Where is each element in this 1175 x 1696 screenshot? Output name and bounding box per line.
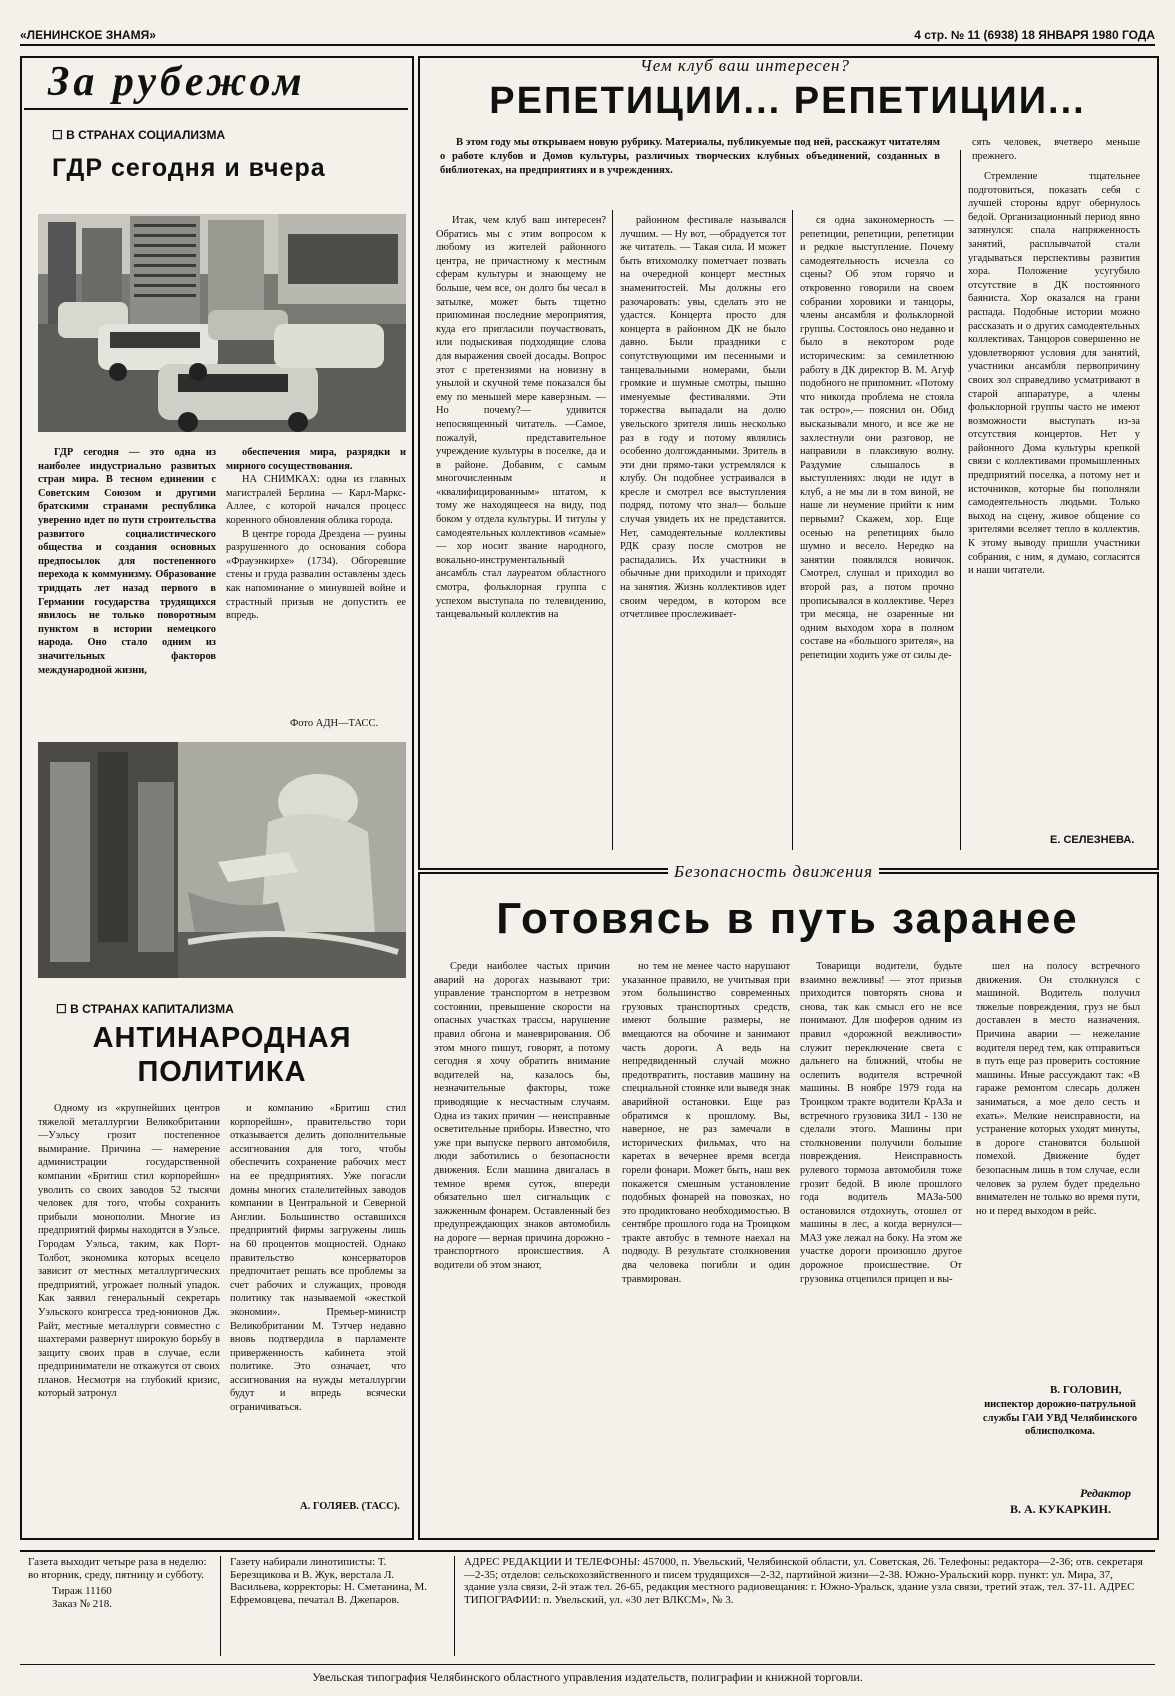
author-golyaev: А. ГОЛЯЕВ. (ТАСС). xyxy=(300,1501,400,1512)
footer-bottom-rule xyxy=(20,1664,1155,1665)
column-rule xyxy=(792,210,793,850)
uk-text-right: и компанию «Бритиш стил корпорейшн», правительство тори отказывается делить дополнительные ассигнования для того, чтобы обеспечить сохранение рабочих мест на ее предприятиях. Уже погасли домны многих сталелитейных заводов компании в Центральной и Северной Англии. Большинство оставшихся предприятий фирмы загружены лишь на 60 процентов мощностей. Однако правительство консерваторов предпочитает решать все проблемы за счет рабочих и служащих, проводя политику так называемой «жесткой экономии». Премьер-министр Великобритании М. Тэтчер недавно вновь подтвердила в парламенте приверженность кабинета этой политике. Это означает, что ассигнования на нужды металлургии будут и впредь всячески ограничиваться. xyxy=(230,1103,406,1414)
rubric-capitalism: ☐ В СТРАНАХ КАПИТАЛИЗМА xyxy=(56,1002,234,1016)
club-lead-side: сять человек, вчетверо меньше прежнего. xyxy=(972,137,1140,162)
gdr-text-left: ГДР сегодня — это одна из наиболее индустриально развитых стран мира. В тесном единении с Советским Союзом и другими братскими странами республика уверенно идет по пути строительства развитого социалистического общества и создания основных предпосылок для постепенного перехода к коммунизму. Образование тридцать лет назад первого в Германии государства трудящихся явилось не только поворотным пунктом в истории немецкого народа. Оно стало одним из значительных факторов международной жизни, xyxy=(38,447,216,676)
footer-printer: Увельская типография Челябинского областного управления издательств, полиграфии и книжной торговли. xyxy=(312,1670,863,1684)
headline-policy-1: АНТИНАРОДНАЯ xyxy=(92,1022,352,1054)
column-rule xyxy=(960,150,961,850)
footer-typesetters: Газету набирали линотиписты: Т. Березщикова и В. Жук, верстала Л. Васильева, корректоры: Н. Сметанина, М. Ефремовцева, печатал В. Джепаров. xyxy=(230,1556,428,1606)
photo-berlin-street xyxy=(38,214,406,432)
traffic-kicker: Безопасность движения xyxy=(668,862,879,882)
club-col-1: Итак, чем клуб ваш интересен? Обратись мы с этим вопросом к любому из жителей районного центра, не причастному к местным сферам культуры и знающему не больше, чем все, он долго бы чесал в затылке, может быть тщетно припоминая последние мероприятия, куда его пригласили поучаствовать, или подыскивая подходящие слова для выражения своей досады. Вопрос этот с претензиями на новизну в унылой и скучной теме показался бы ему по меньшей мере каверзным. — Но почему?— удивится непосвященный читатель. —Самое, пожалуй, представительное учреждение культуры в поселке, да и в районе. Добавим, с самым многочисленным и «квалифицированным» штатом, к тому же находящееся на виду, под боком у отдела культуры. И титулы у самодеятельных коллективов «самые» — хор носит звание народного, вокально-инструментальный ансамбль стал лауреатом областного смотра, фольклорная группа с успехом выступала по телевидению, танцевальный коллектив на xyxy=(436,215,606,621)
section-title: За рубежом xyxy=(48,59,306,105)
traffic-headline: Готовясь в путь заранее xyxy=(496,894,1079,943)
author-golovin: В. ГОЛОВИН, xyxy=(1050,1384,1122,1396)
title-underline xyxy=(24,108,408,110)
footer-top-rule xyxy=(20,1550,1155,1552)
footer-rule xyxy=(220,1556,221,1656)
traffic-col-1: Среди наиболее частых причин аварий на дорогах называют три: управление транспортом в нетрезвом состоянии, превышение скорости на опасных участках трассы, нарушение правил обгона и маневрирования. Об этом много пишут, говорят, а потому сегодня я хочу обратить внимание водителей на, казалось бы, незначительные факторы, тоже приводящие к несчастным случаям. Одна из таких причин — неисправные осветительные приборы. Известно, что уже при выпуске первого автомобиля, люди заботились о безопасности движения. Если машина двигалась в темное время суток, впереди обязательно шел сигнальщик с зажженным фонарем. Оставленный без предупреждающих знаков автомобиль на дороге — верная причина дорожно - транспортного происшествия. А водители об этом знают, xyxy=(434,961,610,1272)
traffic-col-2: но тем не менее часто нарушают указанное правило, не учитывая при этом большинство современных грузовых транспортных средств, имеют большие размеры, не вмещаются на обочине и занимают часть дороги. А ведь на непредвиденный случай можно предотвратить, поставив машину на специальной стоянке или выведя знак аварийной остановки. Еще раз обратимся к прошлому. Вы, наверное, не раз замечали в исторических фильмах, что на каретах в вечернее время всегда горели фонари. Может быть, наш век покажется смешным установление подобных фонарей на повозках, но это продиктовано необходимостью. В сентябре прошлого года на Троицком тракте автобус в темноте наехал на подводу. В результате столкновения два человека погибли и один травмирован. xyxy=(622,961,790,1285)
issue-info: 4 стр. № 11 (6938) 18 ЯНВАРЯ 1980 ГОДА xyxy=(914,28,1155,42)
editor-name: В. А. КУКАРКИН. xyxy=(1010,1502,1112,1516)
footer-address: АДРЕС РЕДАКЦИИ И ТЕЛЕФОНЫ: 457000, п. Увельский, Челябинской области, ул. Советская, 26. Телефоны: редактора—2-36; отв. секретаря—2-35; отделов: сельскохозяйственного и писем трудящихся—2-32, партийной жизни—2-38. Южно-Уральский корр. пункт: ул. Мира, 37, здание узла связи, 2-й этаж тел. 26-65, редакция местного радиовещания: г. Южно-Уральск, здание узла связи, третий этаж, тел. 37-11. АДРЕС ТИПОГРАФИИ: п. Увельский, ул. «30 лет ВЛКСМ», № 3. xyxy=(464,1556,1143,1606)
author-selezneva: Е. СЕЛЕЗНЕВА. xyxy=(1050,834,1135,846)
traffic-col-4: шел на полосу встречного движения. Он столкнулся с машиной. Водитель получил тяжелые повреждения, груз не был доставлен в место назначения. Причина аварии — нежелание водителя перед тем, как отправиться в путь еще раз проверить состояние машины. Иные рассуждают так: «В гараже ремонтом слесарь должен заниматься, а мое дело сесть и ехать». Мелкие неисправности, на устранение которых уходят минуты, в дороге становятся большой помехой. Движение будет безопасным лишь в том случае, если человек за рулем будет предельно внимателен не только во время пути, но и перед выходом в рейс. xyxy=(976,961,1140,1217)
photo-credit: Фото АДН—ТАСС. xyxy=(290,718,379,729)
author-golovin-title: инспектор дорожно-патрульной службы ГАИ УВД Челябинского облисполкома. xyxy=(982,1399,1138,1437)
footer-frequency xyxy=(28,1556,208,1610)
headline-policy-2: ПОЛИТИКА xyxy=(137,1056,307,1088)
order-text: Заказ № 218. xyxy=(52,1597,113,1610)
gdr-text-right: обеспечения мира, разрядки и мирного сосуществования. НА СНИМКАХ: одна из главных магистралей Берлина — Карл-Маркс-Аллее, с которой начался процесс коренного обновления облика города. В центре города Дрездена — руины разрушенного до основания собора «Фрауэнкирхе» (1734). Обгоревшие стены и груда развалин оставлены здесь как напоминание о минувшей войне и страстный призыв не допустить ее впредь. xyxy=(226,447,406,622)
photo-dresden-ruins xyxy=(38,742,406,978)
traffic-col-3: Товарищи водители, будьте взаимно вежливы! — этот призыв приходится повторять снова и снова, так как смысл его не все понимают. Для шоферов одним из правил «дорожной вежливости» служит переключение света с дальнего на ближний, чтобы не ослепить водителя встречной машины. В ноябре 1979 года на Троицком тракте водители КрАЗа и встречного грузовика ЗИЛ - 130 не сделали этого. Машины при столкновении получили большие повреждения. Неисправность рулевого тормоза автомобиля тоже грозит бедой. В июле прошлого года водитель МАЗа-500 остановился отдохнуть, отошел от машины в лес, а когда вернулся—МАЗ уже лежал на боку. На этом же участке дороги произошло другое дорожное происшествие. От грузовика отцепился прицеп и вы- xyxy=(800,961,962,1285)
club-col-3: ся одна закономерность — репетиции, репетиции, репетиции и редкое выступление. Почему самодеятельность исчезла со сцены? Об этом горячо и откровенно говорили на своем собрании хоровики и танцоры, члены ансамбля и фольклорной группы. Состоялось оно недавно и было в некотором роде историческим: за семилетнюю работу в ДК директор В. М. Агуф подобного не припомнит. «Потому что никогда проблема не стояла так остро»,— пояснил он. Обид высказывали много, и все же не захлестнули они разговор, не направили в плаксивую волну. Раздумие слышалось в выступлениях: люди не идут в клуб, а не мы ли в том виной, не наше ли неумение прийти к ним первыми? Скажем, хор. Еще осенью на репетициях было шумно и весело. Нередко на занятии появлялся новичок. Смотрел, слушал и приходил во второй раз, а потом прочно прописывался в коллективе. Через три месяца, не озаренные ни одним выходом хора в полном составе на «большого зрителя», на репетиции ходить уже от силы де- xyxy=(800,215,954,661)
footer-rule xyxy=(454,1556,455,1656)
editor-label: Редактор xyxy=(1080,1486,1131,1500)
masthead-line xyxy=(20,28,1155,46)
club-lead: В этом году мы открываем новую рубрику. Материалы, публикуемые под ней, расскажут читателям о работе клубов и Домов культуры, различных творческих клубных объединений, созданных в библиотеках, на предприятиях и в учреждениях. xyxy=(440,137,940,176)
column-rule xyxy=(612,210,613,850)
uk-text-left: Одному из «крупнейших центров тяжелой металлургии Великобритании—Уэльсу грозит постепенное вымирание. Причина — намерение администрации государственной компании «Бритиш стил корпорейшн» уволить со своих заводов 52 тысячи человек для того, чтобы сохранить прибыли монополии. Многие из предприятий фирмы находятся в Уэльсе. Городам Уэльса, таким, как Порт-Толбот, экономика которых всецело зависит от местных металлургических предприятий, угрожает полный упадок. Как заявил генеральный секретарь Уэльского конгресса тред-юнионов Дж. Райт, местные металлурги совместно с шахтерами развернут широкую борьбу в защиту своих прав в случае, если предприниматели не откажутся от своих планов. Несмотря на глубокий кризис, который затронул xyxy=(38,1103,220,1400)
headline-gdr: ГДР сегодня и вчера xyxy=(52,154,326,182)
club-col-4: Стремление тщательнее подготовиться, показать себя с лучшей стороны вдруг обернулось бедой. Организационный период явно затянулся: спала напряженность занятий, расплывчатой стали угадываться перспективы развития хора. Положение усугубило отсутствие в ДК постоянного баяниста. Хор оказался на грани распада. Подобные истории можно рассказать и о других самодеятельных коллективах. Танцоров совершенно не удовлетворяют условия для занятий, участники ансамбля первопричину своих зол справедливо усматривают в старой аппаратуре, а члены фольклорной группы часто не имеют возможности выступать из-за отсутствия концертов. Нет у районного Дома культуры крепкой связи с коллективами промышленных предприятий поселка, а потому нет и источников, которые бы пополняли самодеятельность людьми. Только выход на сцену, живое общение со зрителями вселяет тепло в коллектив. К этому выводу пришли участники собрания, с ним, я думаю, согласятся и наши читатели. xyxy=(968,171,1140,577)
frequency-text: Газета выходит четыре раза в неделю: во вторник, среду, пятницу и субботу. xyxy=(28,1556,207,1581)
club-kicker: Чем клуб ваш интересен? xyxy=(640,56,850,75)
club-headline: РЕПЕТИЦИИ... РЕПЕТИЦИИ... xyxy=(489,80,1086,122)
circulation-text: Тираж 11160 xyxy=(52,1585,112,1597)
club-col-2: районном фестивале назывался лучшим. — Ну вот, —обрадуется тот же читатель. — Такая сила. И может быть втихомолку пометчает позвать на очередной концерт местных знаменитостей. Мы должны его разочаровать: увы, сделать это не удастся. Концерта просто для концерта в районном ДК не было давно. Были праздники с сопутствующими им песенными и танцевальными номерами, были громкие и шумные смотры, пышно именуемые фестивалями. Эти торжества выпадали на долю увельского зрителя лишь несколько раз в году и потому являлись особенно долгожданными. Зритель в эти дни прямо-таки устремлялся к клубу. Он подобнее устраивался в кресле и смотрел все выступления подряд, потому что знал— больше случая увидеть их не представится. Нет, самодеятельные коллективы РДК сразу после смотров не распадались. Их участники в обычные дни приходили и приходят на занятия. Жизнь коллективов идет своим чередом, в котором все отчетливее прослеживает- xyxy=(620,215,786,621)
paper-name: «ЛЕНИНСКОЕ ЗНАМЯ» xyxy=(20,28,156,42)
rubric-socialism: ☐ В СТРАНАХ СОЦИАЛИЗМА xyxy=(52,128,226,142)
